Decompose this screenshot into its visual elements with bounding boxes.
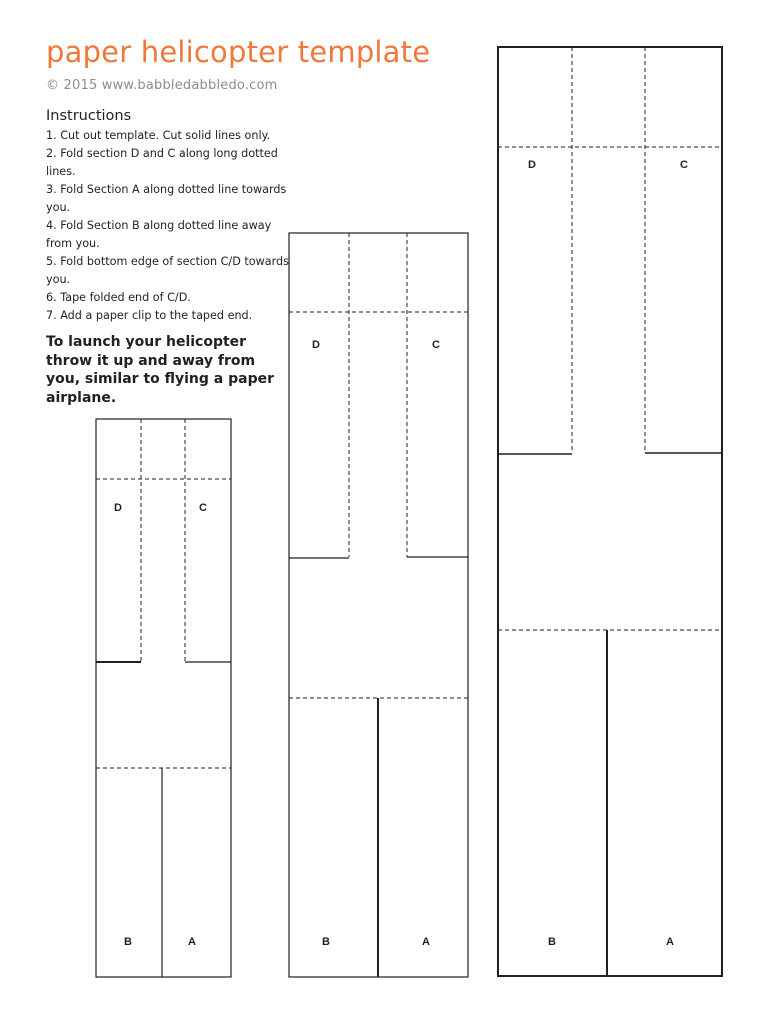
template-large — [498, 47, 722, 976]
instruction-step: 3. Fold Section A along dotted line towards you. — [46, 183, 287, 214]
instruction-step: 5. Fold bottom edge of section C/D towards you. — [46, 255, 289, 286]
section-label-c: C — [432, 339, 440, 351]
section-label-d: D — [528, 159, 536, 171]
copyright-text: © 2015 www.babbledabbledo.com — [46, 78, 278, 93]
instruction-step: 4. Fold Section B along dotted line away from you. — [46, 219, 272, 250]
section-label-a: A — [422, 936, 430, 948]
section-label-c: C — [199, 502, 207, 514]
launch-note: To launch your helicopter throw it up and away from you, similar to flying a paper airplane. — [46, 334, 275, 406]
template-medium — [289, 233, 468, 977]
template-small — [96, 419, 231, 977]
section-label-b: B — [124, 936, 132, 948]
section-label-b: B — [322, 936, 330, 948]
instruction-step: 2. Fold section D and C along long dotted lines. — [46, 147, 278, 178]
template-outline — [498, 47, 722, 976]
instruction-step: 1. Cut out template. Cut solid lines only. — [46, 129, 271, 142]
section-label-d: D — [312, 339, 320, 351]
page-title: paper helicopter template — [46, 35, 431, 69]
instruction-step: 6. Tape folded end of C/D. — [46, 291, 191, 304]
section-label-d: D — [114, 502, 122, 514]
section-label-b: B — [548, 936, 556, 948]
section-label-a: A — [188, 936, 196, 948]
section-label-a: A — [666, 936, 674, 948]
instructions-heading: Instructions — [46, 108, 132, 124]
section-label-c: C — [680, 159, 688, 171]
instruction-step: 7. Add a paper clip to the taped end. — [46, 309, 253, 322]
